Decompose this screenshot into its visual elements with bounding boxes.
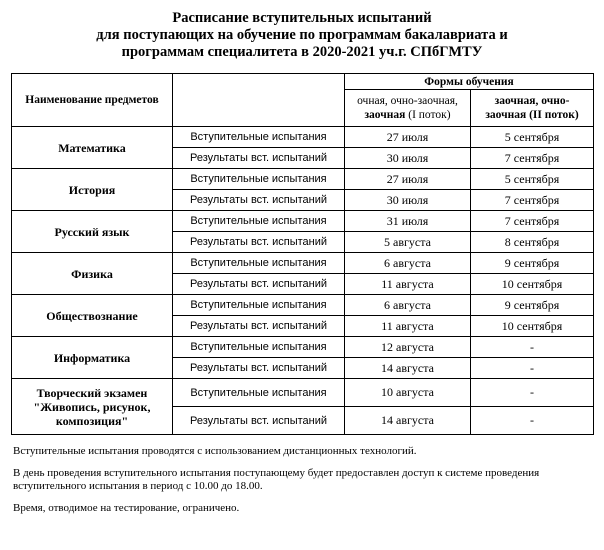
form2-date-cell: - — [471, 379, 594, 407]
notes — [13, 445, 593, 524]
schedule-table — [11, 73, 594, 435]
title-line-2: для поступающих на обучение по программам бакалавриата и — [96, 27, 508, 43]
form1-date-cell: 31 июля — [345, 211, 471, 232]
kind-cell: Вступительные испытания — [173, 295, 345, 316]
subject-name-line2: "Живопись, рисунок, — [33, 399, 151, 414]
title-line-3: программам специалитета в 2020-2021 уч.г. СПбГМТУ — [121, 44, 483, 60]
kind-cell: Результаты вст. испытаний — [173, 316, 345, 337]
form1-header-bold: заочная — [364, 109, 406, 121]
kind-cell: Результаты вст. испытаний — [173, 274, 345, 295]
subject-cell — [12, 379, 173, 435]
form2-date-cell: 8 сентября — [471, 232, 594, 253]
form1-header-stream: (I поток) — [408, 109, 451, 121]
subject-cell: Информатика — [12, 337, 173, 379]
form1-date-cell: 11 августа — [345, 316, 471, 337]
note-time-limit: Время, отводимое на тестирование, ограничено. — [13, 502, 240, 514]
note-access-line2: вступительного испытания в период с 10.00 до 18.00. — [13, 480, 263, 492]
table-row — [12, 169, 594, 190]
form1-header-line2 — [347, 108, 468, 122]
kind-cell: Вступительные испытания — [173, 211, 345, 232]
form1-date-cell: 6 августа — [345, 295, 471, 316]
table-row — [12, 127, 594, 148]
kind-cell: Вступительные испытания — [173, 337, 345, 358]
table-row — [12, 211, 594, 232]
form1-date-cell: 14 августа — [345, 358, 471, 379]
subject-name-line3: композиция" — [55, 413, 129, 428]
kind-cell: Результаты вст. испытаний — [173, 358, 345, 379]
form2-date-cell: 5 сентября — [471, 127, 594, 148]
form2-date-cell: 9 сентября — [471, 295, 594, 316]
form1-date-cell: 30 июля — [345, 148, 471, 169]
form2-date-cell: - — [471, 337, 594, 358]
kind-cell: Вступительные испытания — [173, 169, 345, 190]
form2-header-line1: заочная, очно- — [494, 95, 570, 107]
form1-date-cell: 5 августа — [345, 232, 471, 253]
form2-date-cell: 7 сентября — [471, 148, 594, 169]
title-line-1: Расписание вступительных испытаний — [172, 10, 432, 26]
forms-header: Формы обучения — [345, 74, 594, 90]
form2-date-cell: 10 сентября — [471, 274, 594, 295]
form2-date-cell: - — [471, 358, 594, 379]
note-access-line1: В день проведения вступительного испытания поступающему будет предоставлен доступ к системе проведения — [13, 467, 540, 479]
subject-name-line1: Творческий экзамен — [36, 385, 148, 400]
form1-date-cell: 12 августа — [345, 337, 471, 358]
kind-column-header — [173, 74, 345, 127]
subject-cell: Математика — [12, 127, 173, 169]
subject-cell: Физика — [12, 253, 173, 295]
table-row — [12, 337, 594, 358]
kind-cell: Результаты вст. испытаний — [173, 148, 345, 169]
table-row — [12, 295, 594, 316]
kind-cell: Результаты вст. испытаний — [173, 407, 345, 435]
note-remote: Вступительные испытания проводятся с использованием дистанционных технологий. — [13, 445, 417, 457]
form1-date-cell: 27 июля — [345, 127, 471, 148]
form2-header-line2: заочная (II поток) — [485, 109, 579, 121]
form2-date-cell: - — [471, 407, 594, 435]
subject-column-header: Наименование предметов — [12, 74, 173, 127]
form2-date-cell: 5 сентября — [471, 169, 594, 190]
kind-cell: Результаты вст. испытаний — [173, 190, 345, 211]
form1-header — [345, 90, 471, 127]
table-row — [12, 379, 594, 407]
form2-date-cell: 7 сентября — [471, 190, 594, 211]
form1-date-cell: 6 августа — [345, 253, 471, 274]
form1-date-cell: 14 августа — [345, 407, 471, 435]
kind-cell: Вступительные испытания — [173, 379, 345, 407]
page-title — [0, 10, 604, 61]
subject-cell: История — [12, 169, 173, 211]
form1-date-cell: 10 августа — [345, 379, 471, 407]
kind-cell: Вступительные испытания — [173, 253, 345, 274]
note-access — [13, 467, 593, 493]
form1-date-cell: 30 июля — [345, 190, 471, 211]
subject-cell: Русский язык — [12, 211, 173, 253]
form1-date-cell: 11 августа — [345, 274, 471, 295]
form2-date-cell: 9 сентября — [471, 253, 594, 274]
kind-cell: Вступительные испытания — [173, 127, 345, 148]
form1-date-cell: 27 июля — [345, 169, 471, 190]
form2-date-cell: 7 сентября — [471, 211, 594, 232]
form2-header — [471, 90, 594, 127]
subject-cell: Обществознание — [12, 295, 173, 337]
form2-date-cell: 10 сентября — [471, 316, 594, 337]
form1-header-line1: очная, очно-заочная, — [357, 95, 458, 107]
table-row — [12, 253, 594, 274]
kind-cell: Результаты вст. испытаний — [173, 232, 345, 253]
